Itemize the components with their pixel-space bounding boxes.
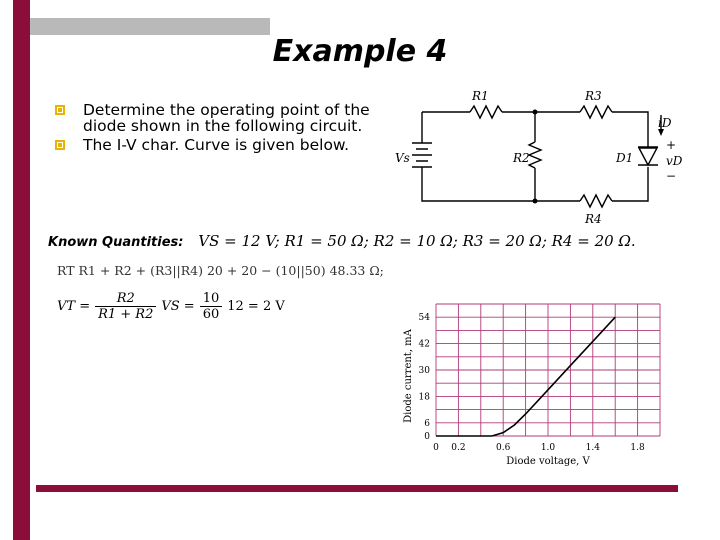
y-tick-label: 6 (424, 418, 430, 429)
vd-label: vD (666, 154, 683, 168)
id-label: iD (658, 116, 672, 130)
vt-lhs: VT = (57, 299, 91, 314)
bullet-list (55, 102, 375, 156)
bullet-item (55, 102, 375, 134)
y-tick-label: 42 (418, 339, 430, 350)
r4-resistor (580, 195, 612, 207)
x-tick-label: 0 (433, 443, 439, 453)
bullet-text: The I-V char. Curve is given below. (83, 136, 350, 154)
known-quantities-label: Known Quantities: (48, 235, 184, 250)
vt-mid: VS = (161, 299, 195, 314)
x-axis-label: Diode voltage, V (506, 456, 590, 467)
bullet-text: Determine the operating point of the diode shown in the following circuit. (83, 101, 370, 135)
slide-title: Example 4 (272, 34, 448, 69)
x-tick-label: 0.6 (496, 443, 511, 453)
y-tick-label: 30 (418, 366, 430, 376)
r1-label: R1 (472, 89, 489, 103)
vt-rhs: 12 = 2 V (227, 299, 285, 314)
battery-vs (412, 143, 432, 167)
r3-label: R3 (585, 89, 602, 103)
circuit-diagram (390, 85, 690, 230)
vt-fraction-1 (95, 291, 156, 322)
checkbox-bullet-icon (55, 105, 65, 115)
checkbox-bullet-icon (55, 140, 65, 150)
y-tick-label: 0 (424, 432, 430, 442)
y-tick-label: 18 (418, 392, 430, 403)
d1-label: D1 (616, 151, 634, 165)
y-tick-label: 54 (418, 313, 430, 324)
r4-label: R4 (585, 212, 602, 226)
vt-denominator: R1 + R2 (95, 306, 156, 322)
y-axis-label: Diode current, mA (403, 329, 414, 423)
vt-fraction-2 (200, 291, 223, 322)
vt-denominator-2: 60 (200, 306, 223, 322)
r2-resistor (529, 142, 541, 168)
vt-equation (57, 291, 285, 322)
r1-resistor (470, 106, 502, 118)
known-quantities-text: VS = 12 V; R1 = 50 Ω; R2 = 10 Ω; R3 = 20 Ω; R4 = 20 Ω. (198, 232, 636, 250)
plus-label: + (666, 138, 677, 152)
known-quantities (48, 232, 636, 250)
diode-d1 (638, 147, 658, 165)
r2-label: R2 (513, 151, 530, 165)
top-accent-rule (30, 18, 270, 35)
r3-resistor (580, 106, 612, 118)
x-tick-label: 1.0 (540, 443, 556, 453)
iv-characteristic-chart (398, 298, 670, 470)
vs-label: Vs (395, 151, 410, 165)
x-tick-label: 1.8 (630, 443, 645, 453)
left-accent-bar (13, 0, 30, 540)
rt-equation: RT R1 + R2 + (R3||R4) 20 + 20 − (10||50) 48.33 Ω; (57, 263, 384, 278)
vt-numerator-2: 10 (202, 291, 220, 306)
x-tick-label: 0.2 (451, 443, 466, 453)
x-tick-label: 1.4 (585, 443, 600, 453)
minus-label: − (666, 169, 677, 183)
bullet-item (55, 137, 375, 153)
vt-numerator: R2 (116, 291, 135, 306)
bottom-accent-rule (36, 485, 678, 492)
